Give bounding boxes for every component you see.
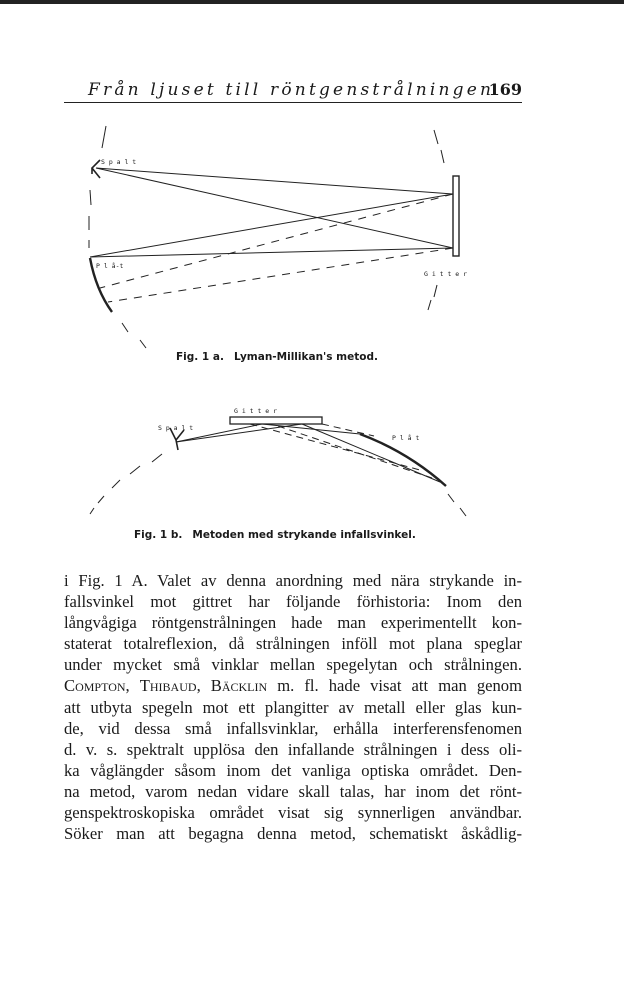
text-line: under mycket små vinklar mellan spegelytan och strålningen. — [64, 655, 522, 675]
circle-dash — [102, 126, 106, 148]
circle-dash — [152, 454, 162, 462]
circle-dash — [90, 190, 91, 205]
ray-dashed — [250, 424, 420, 470]
authors-line-rest: m. fl. hade visat att man genom — [277, 676, 522, 696]
label-plate: P l å t — [392, 434, 420, 442]
label-grating: G i t t e r — [234, 407, 278, 415]
ray-solid — [176, 424, 302, 442]
circle-dash — [130, 466, 140, 474]
circle-dash — [460, 508, 466, 516]
page-number: 169 — [488, 80, 522, 99]
ray-dashed — [108, 248, 453, 302]
figure-1a-diagram — [0, 112, 624, 362]
text-line-authors: Compton, Thibaud, Bäcklin m. fl. hade visat att man genom — [64, 676, 522, 696]
running-title: Från ljuset till röntgenstrålningen — [88, 80, 495, 100]
text-line: långvågiga röntgenstrålningen hade man experimentellt kon- — [64, 613, 522, 633]
text-line: fallsvinkel mot gittret har följande förhistoria: Inom den — [64, 592, 522, 612]
circle-dash — [441, 150, 444, 163]
ray-dashed — [322, 424, 374, 436]
text-line: ka våglängder såsom inom det vanliga optiska området. Den- — [64, 760, 522, 780]
top-border-rule — [0, 0, 624, 4]
ray-solid — [96, 168, 453, 248]
circle-dash — [112, 480, 120, 488]
text-line: d. v. s. spektralt upplösa den infallande strålningen i dess oli- — [64, 739, 522, 759]
text-line: staterat totalreflexion, då strålningen inföll mot plana speglar — [64, 634, 522, 654]
figure-1b-diagram — [0, 395, 624, 525]
text-line: de, vid dessa små infallsvinklar, erhålla interferensfenomen — [64, 718, 522, 738]
text-line: i Fig. 1 A. Valet av denna anordning med nära strykande in- — [64, 571, 522, 590]
text-line: Söker man att begagna denna metod, schematiskt åskådlig- — [64, 824, 522, 844]
text-line: att utbyta spegeln mot ett plangitter av metall eller glas kun- — [64, 697, 522, 717]
label-plate: P l å-t — [96, 262, 124, 270]
ray-solid — [90, 248, 453, 257]
label-slit: S p a l t — [101, 158, 137, 166]
circle-dash — [140, 340, 146, 348]
figure-1b-caption-number: Fig. 1 b. — [134, 529, 183, 541]
circle-dash — [90, 508, 94, 514]
ray-solid — [90, 194, 453, 257]
figure-1a-caption-number: Fig. 1 a. — [176, 351, 224, 363]
figure-1b-caption-text: Metoden med strykande infallsvinkel. — [192, 529, 416, 541]
circle-dash — [434, 285, 437, 297]
ray-solid — [96, 168, 453, 194]
header-rule — [64, 102, 522, 103]
circle-dash — [98, 496, 104, 503]
label-slit: S p a l t — [158, 424, 194, 432]
figure-1b-caption — [134, 529, 416, 541]
author-name: Thibaud — [139, 676, 197, 696]
text-line: genspektroskopiska området visat sig synnerligen användbar. — [64, 803, 522, 823]
circle-dash — [428, 300, 431, 310]
text-line: na metod, varom nedan vidare skall talas, har inom det rönt- — [64, 781, 522, 801]
grating-bar — [453, 176, 459, 256]
ray-solid — [262, 424, 360, 434]
author-name: Compton — [64, 676, 126, 696]
author-name: Bäcklin — [210, 676, 268, 696]
circle-dash — [434, 130, 438, 144]
figure-1a-caption — [176, 351, 378, 363]
body-paragraph — [64, 570, 522, 844]
grating-bar — [230, 417, 322, 424]
circle-dash — [448, 494, 454, 502]
figure-1a-caption-text: Lyman-Millikan's metod. — [233, 351, 378, 363]
label-grating: G i t t e r — [424, 270, 468, 278]
circle-dash — [122, 323, 128, 332]
page-header — [64, 80, 522, 102]
